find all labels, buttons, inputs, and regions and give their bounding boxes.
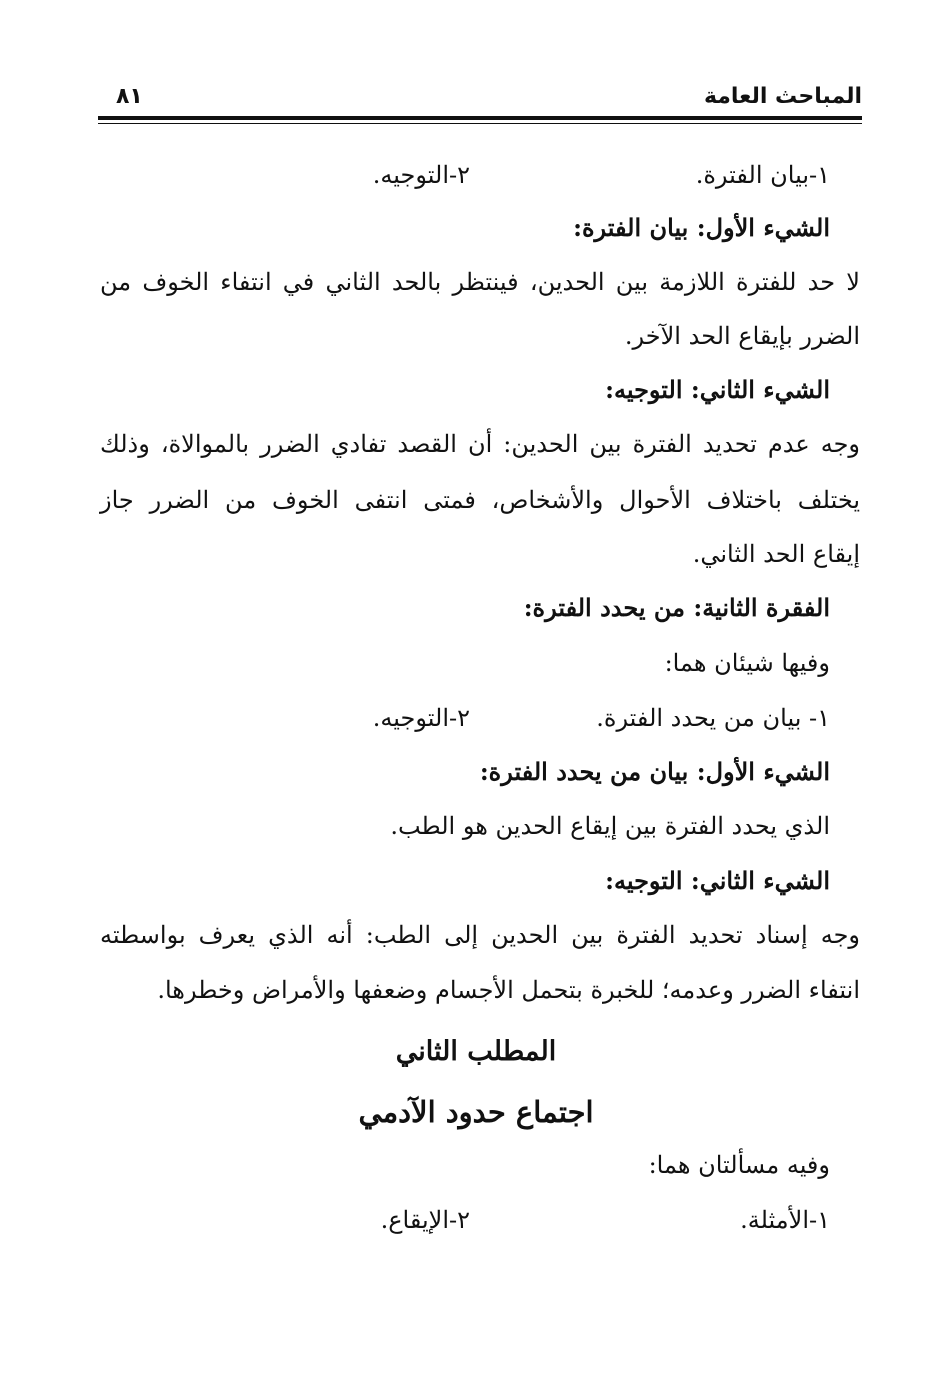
subheading: الشيء الثاني: التوجيه: <box>605 866 830 895</box>
paragraph-line: الضرر بإيقاع الحد الآخر. <box>624 322 860 350</box>
list-item-2: ٢-التوجيه. <box>372 704 470 732</box>
running-header-title: المباحث العامة <box>703 84 862 109</box>
header-rule-thick <box>98 116 862 120</box>
section-heading: الفقرة الثانية: من يحدد الفترة: <box>523 593 830 622</box>
list-item-1: ١-الأمثلة. <box>740 1206 830 1234</box>
paragraph-line: انتفاء الضرر وعدمه؛ للخبرة بتحمل الأجسام وضعفها والأمراض وخطرها. <box>157 976 860 1004</box>
paragraph-line: وفيه مسألتان هما: <box>648 1151 830 1179</box>
paragraph-line: وجه عدم تحديد الفترة بين الحدين: أن القصد تفادي الضرر بالموالاة، وذلك <box>100 430 860 458</box>
chapter-heading: المطلب الثاني <box>395 1036 557 1067</box>
list-item-2: ٢-الإيقاع. <box>380 1206 470 1234</box>
paragraph-line: الذي يحدد الفترة بين إيقاع الحدين هو الطب. <box>390 812 830 840</box>
paragraph-line: وجه إسناد تحديد الفترة بين الحدين إلى الطب: أنه الذي يعرف بواسطته <box>100 921 860 949</box>
list-item-1: ١- بيان من يحدد الفترة. <box>596 704 830 732</box>
paragraph-line: لا حد للفترة اللازمة بين الحدين، فينتظر بالحد الثاني في انتفاء الخوف من <box>100 268 860 296</box>
list-item-1: ١-بيان الفترة. <box>695 161 830 189</box>
subheading: الشيء الأول: بيان من يحدد الفترة: <box>479 757 830 786</box>
chapter-title: اجتماع حدود الآدمي <box>358 1095 594 1129</box>
paragraph-line: إيقاع الحد الثاني. <box>692 540 860 568</box>
subheading: الشيء الثاني: التوجيه: <box>605 375 830 404</box>
list-item-2: ٢-التوجيه. <box>372 161 470 189</box>
paragraph-line: وفيها شيئان هما: <box>664 649 830 677</box>
header-rule-thin <box>98 123 862 124</box>
paragraph-line: يختلف باختلاف الأحوال والأشخاص، فمتى انتفى الخوف من الضرر جاز <box>100 486 860 514</box>
subheading: الشيء الأول: بيان الفترة: <box>573 213 830 242</box>
page-number: ٨١ <box>116 84 143 109</box>
